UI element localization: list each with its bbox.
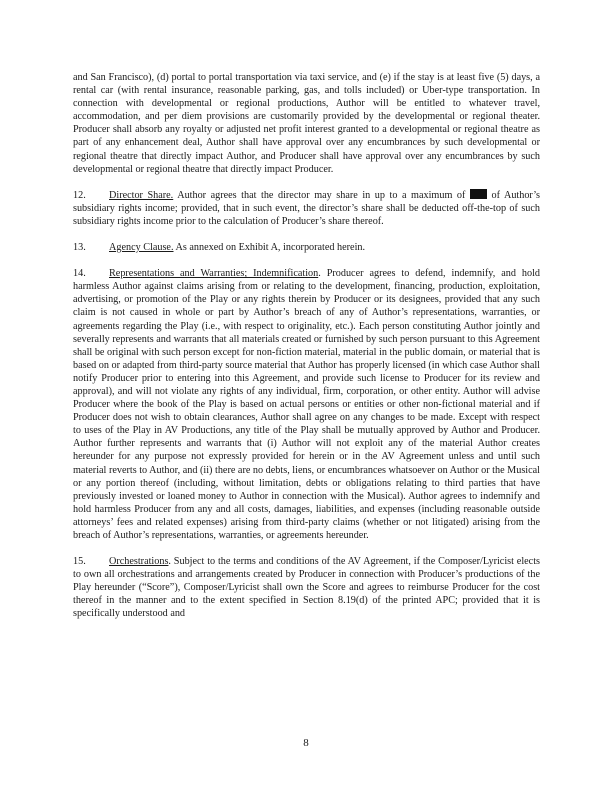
page-number: 8	[303, 737, 309, 749]
section-text: Author agrees that the director may share in up to a maximum of	[173, 189, 470, 201]
section-heading: Agency Clause.	[109, 242, 174, 254]
section-text: . Producer agrees to defend, indemnify, and hold harmless Author against claims arising from or relating to the development, financing, production, exploitation, advertising, or promotion of the Play or any rights therein by Producer or its designees, provided that any such claim is not caused in whole or part by Author’s breach of any of Author’s representations, warranties, or agreements regarding the Play (i.e., with respect to originality, etc.). Each person constituting Author jointly and severally represents and warrants that all materials created or furnished by such person pursuant to this Agreement shall be original with such person except for non-fiction material, material in the public domain, or material that is based on or adapted from third-party source material that Author has properly licensed (in which case Author shall notify Producer prior to entering into this Agreement, and provide such license to Producer for its review and approval), and will not violate any rights of any individual, firm, corporation, or other entity. Author will advise Producer where the book of the Play is based on actual persons or entities or other non-fictional material and if Producer does not wish to obtain clearances, Author shall agree on any changes to be made. Except with respect to uses of the Play in AV Productions, any title of the Play shall be mutually approved by Author and Producer. Author further represents and warrants that (i) Author will not exploit any of the material Author creates hereunder for any purpose not expressly provided for herein or in the AV Agreement unless and until such material reverts to Author, and (ii) there are no debts, liens, or encumbrances whatsoever on Author or the Musical or any portion thereof (including, without limitation, debts or obligations relating to third parties that have previously invested or loaned money to Author in connection with the Musical). Author agrees to indemnify and hold harmless Producer from any and all costs, damages, liabilities, and expenses (including reasonable outside attorneys’ fees and related expenses) arising from third-party claims (whether or not litigated) arising from the breach of Author’s representations, warranties, or agreements hereunder.	[73, 268, 540, 541]
section-heading: Representations and Warranties; Indemnification	[109, 268, 319, 280]
section-12	[73, 189, 540, 228]
paragraph-intro: and San Francisco), (d) portal to portal transportation via taxi service, and (e) if the stay is at least five (5) days, a rental car (with rental insurance, reasonable parking, gas, and tolls included) or Uber-type transportation. In connection with developmental or regional productions, Author will be entitled to whatever travel, accommodation, and per diem provisions are customarily provided by the developmental or regional theater. Producer shall absorb any royalty or adjusted net profit interest granted to a developmental or regional theatre as part of any enhancement deal, Author shall have approval over any encumbrances by such developmental or regional theatre that directly impact Author, and Producer shall have approval over any encumbrances by such developmental or regional theatre that directly impact Producer.	[73, 72, 540, 175]
section-text: . Subject to the terms and conditions of the AV Agreement, if the Composer/Lyricist elects to own all orchestrations and arrangements created by Producer in connection with Producer’s productions of the Play hereunder (“Score”), Composer/Lyricist shall own the Score and agrees to reimburse Producer for the cost thereof in the manner and to the extent specified in Section 8.19(d) of the printed APC; provided that it is specifically understood and	[73, 556, 540, 620]
section-14	[73, 267, 540, 542]
section-heading: Director Share.	[109, 189, 174, 201]
section-number: 15.	[73, 556, 86, 568]
section-number: 14.	[73, 268, 86, 280]
page-body	[73, 71, 540, 634]
section-number: 12.	[73, 189, 86, 201]
redaction-block	[470, 189, 487, 199]
section-number: 13.	[73, 242, 86, 254]
section-text: As annexed on Exhibit A, incorporated herein.	[173, 242, 366, 254]
section-text-continued: of Author’s subsidiary rights income; provided, that in such event, the director’s share shall be deducted off-the-top of such subsidiary rights income prior to the calculation of Producer’s share thereof.	[73, 189, 540, 227]
section-15	[73, 555, 540, 620]
section-13	[73, 241, 540, 254]
section-heading: Orchestrations	[109, 556, 169, 568]
